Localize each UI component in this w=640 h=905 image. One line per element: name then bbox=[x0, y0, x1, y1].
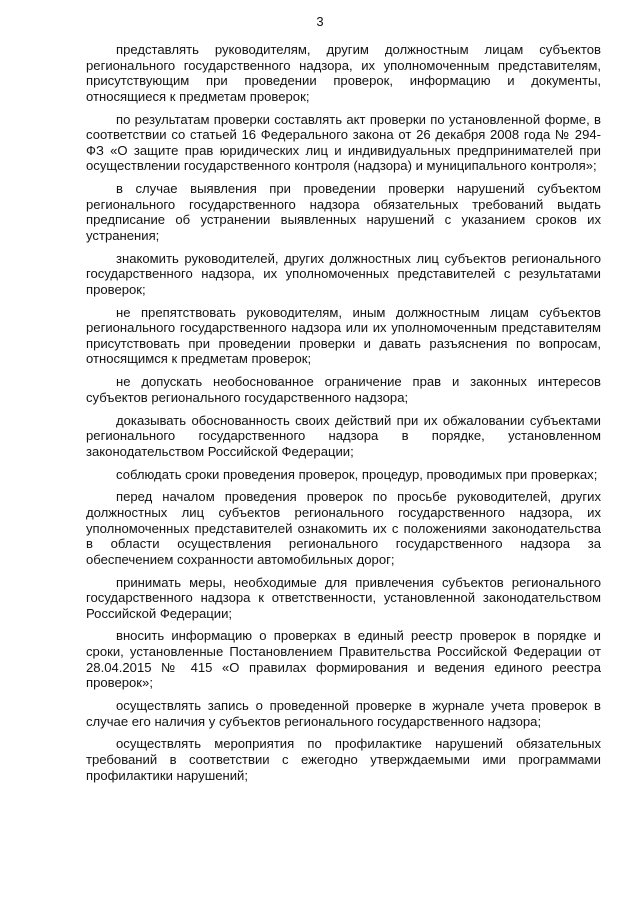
page-number: 3 bbox=[316, 14, 324, 29]
paragraph-8: соблюдать сроки проведения проверок, процедур, проводимых при проверках; bbox=[116, 466, 598, 482]
paragraph-10: принимать меры, необходимые для привлечения субъектов регионального государственного надзора к ответственности, установленной законодательством Российской Федерации; bbox=[86, 574, 601, 621]
paragraph-12: осуществлять запись о проведенной проверке в журнале учета проверок в случае его наличия у субъектов регионального государственного надзора; bbox=[86, 698, 601, 729]
paragraph-4: знакомить руководителей, других должностных лиц субъектов регионального государственного надзора, их уполномоченных представителей с результатами проверок; bbox=[86, 250, 601, 297]
paragraph-2: по результатам проверки составлять акт проверки по установленной форме, в соответствии со статьей 16 Федерального закона от 26 декабря 2008 года № 294-ФЗ «О защите прав юридических лиц и индивидуальных предпринимателей при осуществлении государственного контроля (надзора) и муниципального контроля»; bbox=[86, 111, 601, 174]
document-body bbox=[86, 42, 601, 790]
paragraph-6: не допускать необоснованное ограничение прав и законных интересов субъектов регионального государственного надзора; bbox=[86, 374, 601, 405]
paragraph-3: в случае выявления при проведении проверки нарушений субъектом регионального государственного надзора обязательных требований выдать предписание об устранении выявленных нарушений с указанием сроков их устранения; bbox=[86, 181, 601, 243]
paragraph-1: представлять руководителям, другим должностным лицам субъектов регионального государственного надзора, их уполномоченным представителям, присутствующим при проведении проверок, информацию и документы, относящиеся к предметам проверок; bbox=[86, 42, 601, 104]
paragraph-7: доказывать обоснованность своих действий при их обжаловании субъектами регионального государственного надзора в порядке, установленном законодательством Российской Федерации; bbox=[86, 412, 601, 459]
paragraph-5: не препятствовать руководителям, иным должностным лицам субъектов регионального государственного надзора или их уполномоченным представителям присутствовать при проведении проверки и давать разъяснения по вопросам, относящимся к предметам проверок; bbox=[86, 304, 601, 367]
paragraph-11: вносить информацию о проверках в единый реестр проверок в порядке и сроки, установленные Постановлением Правительства Российской Федерации от 28.04.2015 № 415 «О правилах формирования и ведения единого реестра проверок»; bbox=[86, 628, 601, 691]
paragraph-13: осуществлять мероприятия по профилактике нарушений обязательных требований в соответствии с ежегодно утверждаемыми ими программами профилактики нарушений; bbox=[86, 736, 601, 783]
paragraph-9: перед началом проведения проверок по просьбе руководителей, других должностных лиц субъектов регионального государственного надзора, их уполномоченных представителей ознакомить их с положениями законодательства в области осуществления регионального государственного надзора за обеспечением сохранности автомобильных дорог; bbox=[86, 489, 601, 567]
